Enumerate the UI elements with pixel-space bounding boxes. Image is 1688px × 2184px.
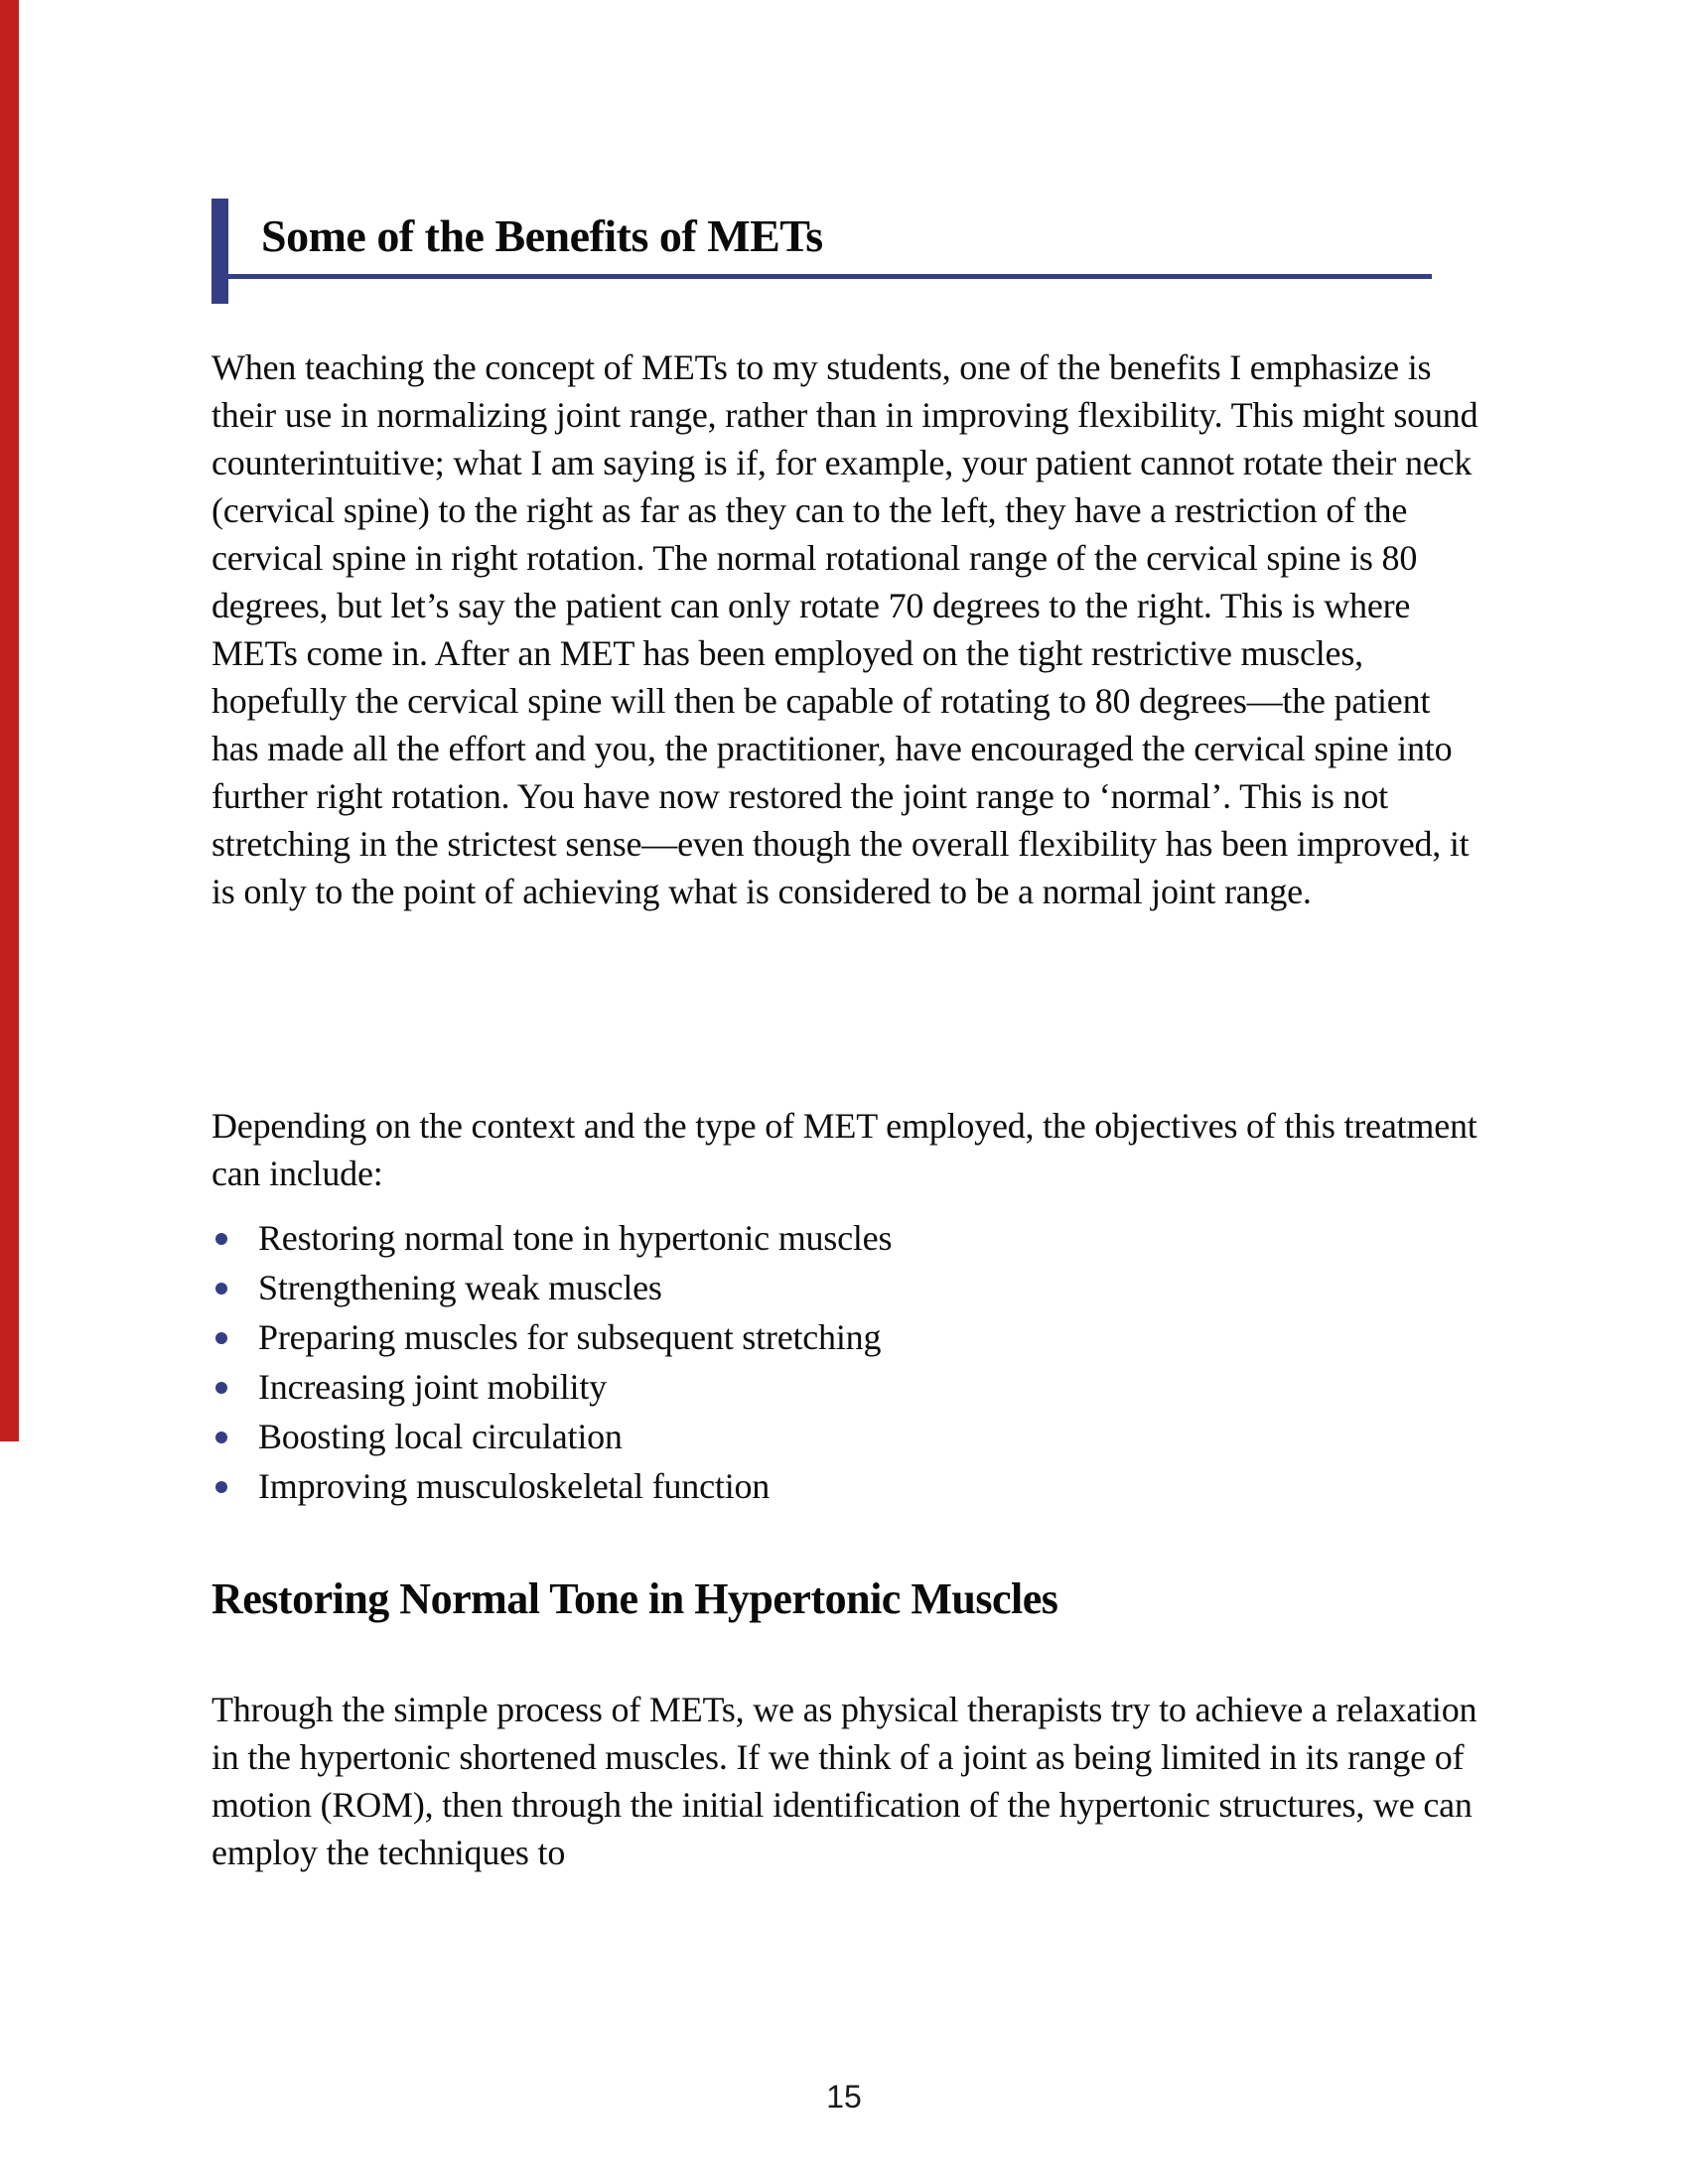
list-item-text: Increasing joint mobility: [258, 1367, 607, 1407]
list-item: [215, 1412, 1486, 1461]
section-heading-group: [211, 199, 1484, 304]
section-heading: Some of the Benefits of METs: [261, 210, 823, 261]
list-item: [215, 1312, 1486, 1362]
subsection-heading: Restoring Normal Tone in Hypertonic Muscles: [211, 1574, 1058, 1623]
benefits-list: [215, 1213, 1486, 1511]
paragraph-1: When teaching the concept of METs to my students, one of the benefits I emphasize is their use in normalizing joint range, rather than in improving flexibility. This might sound counterintuitive; what I am saying is if, for example, your patient cannot rotate their neck (cervical spine) to the right as far as they can to the left, they have a restriction of the cervical spine in right rotation. The normal rotational range of the cervical spine is 80 degrees, but let’s say the patient can only rotate 70 degrees to the right. This is where METs come in. After an MET has been employed on the tight restrictive muscles, hopefully the cervical spine will then be capable of rotating to 80 degrees—the patient has made all the effort and you, the practitioner, have encouraged the cervical spine into further right rotation. You have now restored the joint range to ‘normal’. This is not stretching in the strictest sense—even though the overall flexibility has been improved, it is only to the point of achieving what is considered to be a normal joint range.: [211, 347, 1478, 911]
list-item: [215, 1461, 1486, 1511]
list-item: [215, 1213, 1486, 1263]
bullet-icon: [215, 1382, 227, 1394]
bullet-icon: [215, 1332, 227, 1344]
list-item-text: Strengthening weak muscles: [258, 1268, 662, 1307]
list-item-text: Boosting local circulation: [258, 1417, 623, 1456]
paragraph-2: Depending on the context and the type of MET employed, the objectives of this treatment can include:: [211, 1106, 1477, 1193]
page-number: 15: [826, 2079, 862, 2115]
list-item: [215, 1263, 1486, 1312]
list-item-text: Preparing muscles for subsequent stretching: [258, 1317, 882, 1357]
bullet-icon: [215, 1233, 227, 1245]
page-edge-red-stripe: [0, 0, 19, 1441]
bullet-icon: [215, 1432, 227, 1443]
list-item-text: Improving musculoskeletal function: [258, 1466, 771, 1506]
paragraph-3: Through the simple process of METs, we as physical therapists try to achieve a relaxation in the hypertonic shortened muscles. If we think of a joint as being limited in its range of motion (ROM), then through the initial identification of the hypertonic structures, we can employ the techniques to: [211, 1690, 1477, 1872]
bullet-icon: [215, 1481, 227, 1493]
bullet-icon: [215, 1283, 227, 1295]
heading-accent-bar: [211, 199, 228, 304]
list-item: [215, 1362, 1486, 1412]
list-item-text: Restoring normal tone in hypertonic muscles: [258, 1218, 893, 1258]
heading-underline-rule: [228, 274, 1432, 279]
